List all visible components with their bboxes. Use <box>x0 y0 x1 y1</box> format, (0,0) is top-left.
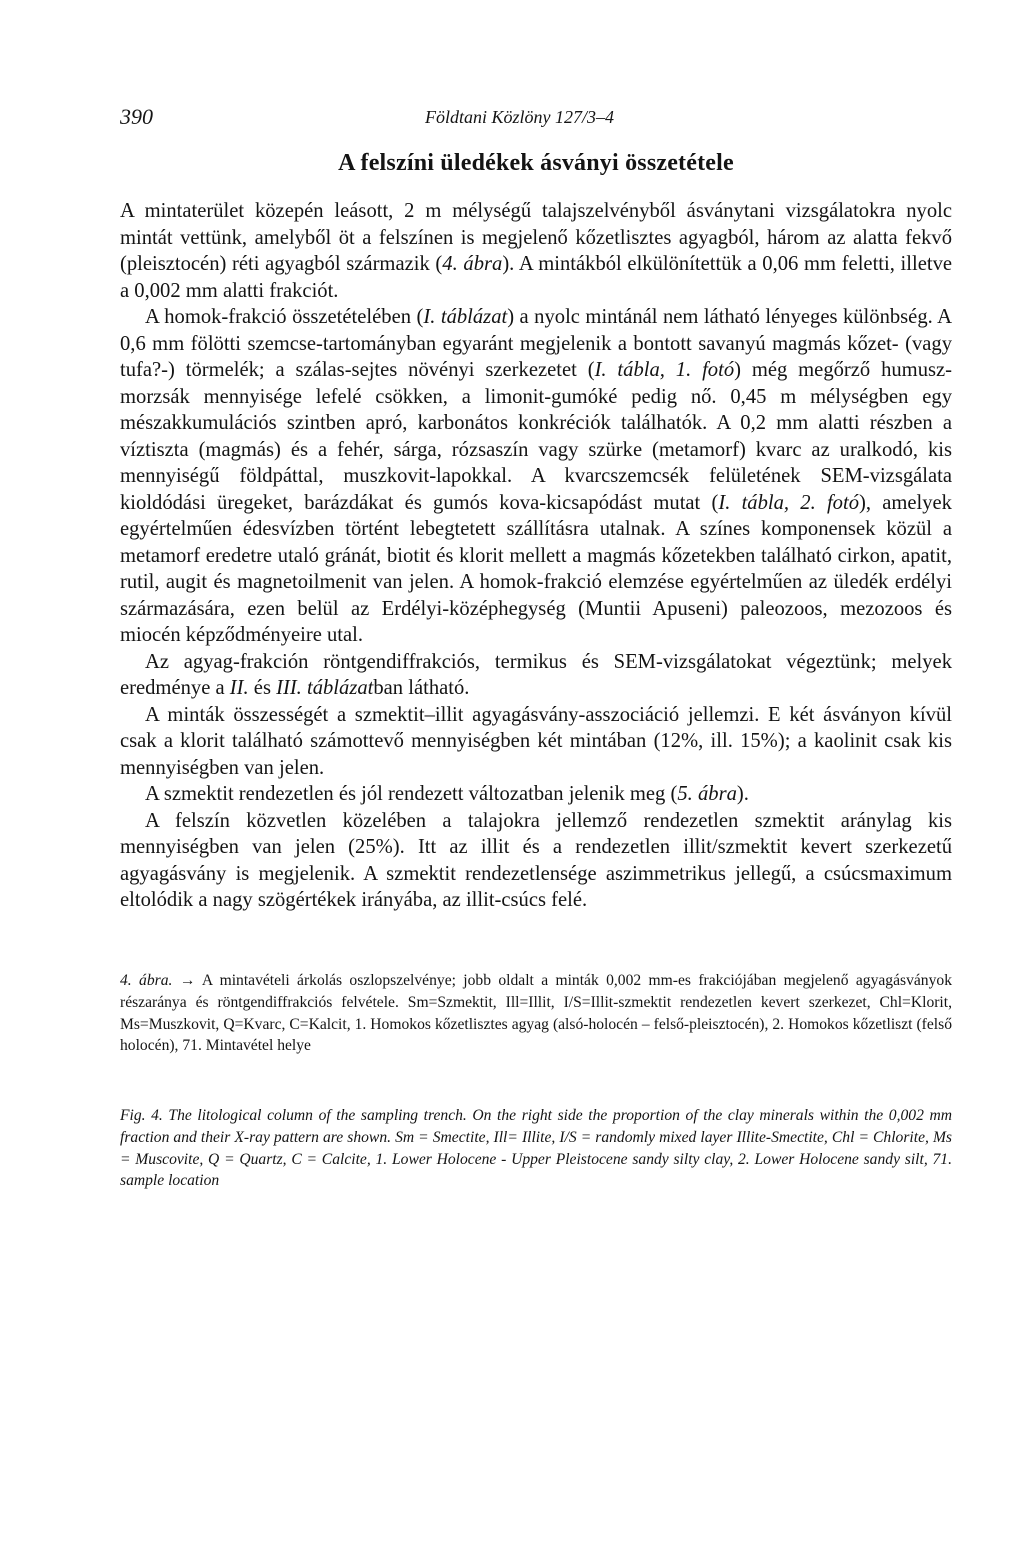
journal-title: Földtani Közlöny 127/3–4 <box>425 107 614 127</box>
table-reference: II. <box>229 677 249 699</box>
caption-label: 4. ábra. <box>120 972 173 989</box>
figure-caption-english <box>120 1105 952 1192</box>
paragraph-5: A szmektit rendezetlen és jól rendezett változatban jelenik meg (5. ábra). <box>145 783 749 805</box>
paragraph-2: A homok-frakció összetételében (I. táblázat) a nyolc mintánál nem látható lényeges különbség. A 0,6 mm fölötti szemcse-tartományban egyaránt megjelenik a bontott savanyú magmás kőzet- (vagy tufa?-) törmelék; a szálas-sejtes növényi szerkezetet (I. tábla, 1. fotó) még megőrző humusz-morzsák mennyisége lefelé csökken, a limonit-gumóké pedig nő. 0,45 m mélységben egy mészakkumulációs szintben apró, karbonátos konkréciók találhatók. A 0,2 mm alatti részben a víztiszta (magmás) és a fehér, sárga, rózsaszín vagy szürke (metamorf) kvarc az uralkodó, kis mennyiségű földpáttal, muszkovit-lapokkal. A kvarcszemcsék felületének SEM-vizsgálata kioldódási üregeket, barázdákat és gumós kova-kicsapódást mutat (I. tábla, 2. fotó), amelyek egyértelműen édesvízben történt lebegtetett szállításra utalnak. A színes komponensek közül a metamorf eredetre utaló gránát, biotit és klorit mellett a magmás kőzetekben található cirkon, apatit, rutil, augit és magnetoilmenit van jelen. A homok-frakció elemzése egyértelműen az üledék erdélyi származására, ezen belül az Erdélyi-középhegység (Muntii Apuseni) paleozoos, mezozoos és miocén képződményeire utal. <box>120 306 952 646</box>
plate-reference: I. tábla, 2. fotó <box>718 491 859 514</box>
paragraph-6: A felszín közvetlen közelében a talajokra jellemző rendezetlen szmektit aránylag kis mennyiségben van jelen (25%). Itt az illit és a rendezetlen illit/szmektit kevert szerkezetű agyagásvány is megjelenik. A szmektit rendezetlensége aszimmetrikus jellegű, a csúcsmaximum eltolódik a nagy szögértékek irányába, az illit-csúcs felé. <box>120 809 952 911</box>
caption-text: A mintavételi árkolás oszlopszelvénye; jobb oldalt a minták 0,002 mm-es frakciójában megjelenő agyagásványok részaránya és röntgendiffrakciós felvétele. Sm=Szmektit, Ill=Illit, I/S=Illit-szmektit rendezetlen kevert szerkezet, Chl=Klorit, Ms=Muszkovit, Q=Kvarc, C=Kalcit, 1. Homokos kőzetlisztes agyag (alsó-holocén – felső-pleisztocén), 2. Homokos kőzetliszt (felső holocén), 71. Mintavétel helye <box>120 972 952 1055</box>
table-reference: III. táblázat <box>276 677 374 699</box>
paragraph-3: Az agyag-frakción röntgendiffrakciós, termikus és SEM-vizsgálatokat végeztünk; melyek eredménye a II. és III. táblázatban látható. <box>120 650 952 699</box>
table-reference: I. táblázat <box>423 306 508 328</box>
figure-reference: 4. ábra <box>442 253 503 275</box>
plate-reference: I. tábla, 1. fotó <box>594 359 735 381</box>
section-title: A felszíni üledékek ásványi összetétele <box>338 150 734 176</box>
journal-page <box>120 0 952 1554</box>
paragraph-4: A minták összességét a szmektit–illit agyagásvány-asszociáció jellemzi. E két ásványon kívül csak a klorit található számottevő mennyiségben két mintában (12%, ill. 15%); a kaolinit csak kis mennyiségben van jelen. <box>120 703 952 779</box>
paragraph-1: A mintaterület közepén leásott, 2 m mélységű talajszelvényből ásványtani vizsgálatokra nyolc mintát vettünk, amelyből öt a felszínen is megjelenő kőzetlisztes agyagból, három az alatta fekvő (pleisztocén) réti agyagból származik (4. ábra). A mintákból elkülönítettük a 0,06 mm feletti, illetve a 0,002 mm alatti frakciót. <box>120 200 953 302</box>
running-header <box>120 104 952 134</box>
arrow-icon: → <box>179 972 196 989</box>
figure-caption-hungarian <box>120 970 952 1057</box>
page-number: 390 <box>120 104 153 129</box>
figure-reference: 5. ábra <box>677 783 737 805</box>
body-text <box>120 198 952 914</box>
caption-text: Fig. 4. The litological column of the sampling trench. On the right side the proportion of the clay minerals within the 0,002 mm fraction and their X-ray pattern are shown. Sm = Smectite, Ill= Illite, I/S = randomly mixed layer Illite-Smectite, Chl = Chlorite, Ms = Muscovite, Q = Quartz, C = Calcite, 1. Lower Holocene - Upper Pleistocene sandy silty clay, 2. Lower Holocene sandy silt, 71. sample location <box>120 1107 952 1190</box>
